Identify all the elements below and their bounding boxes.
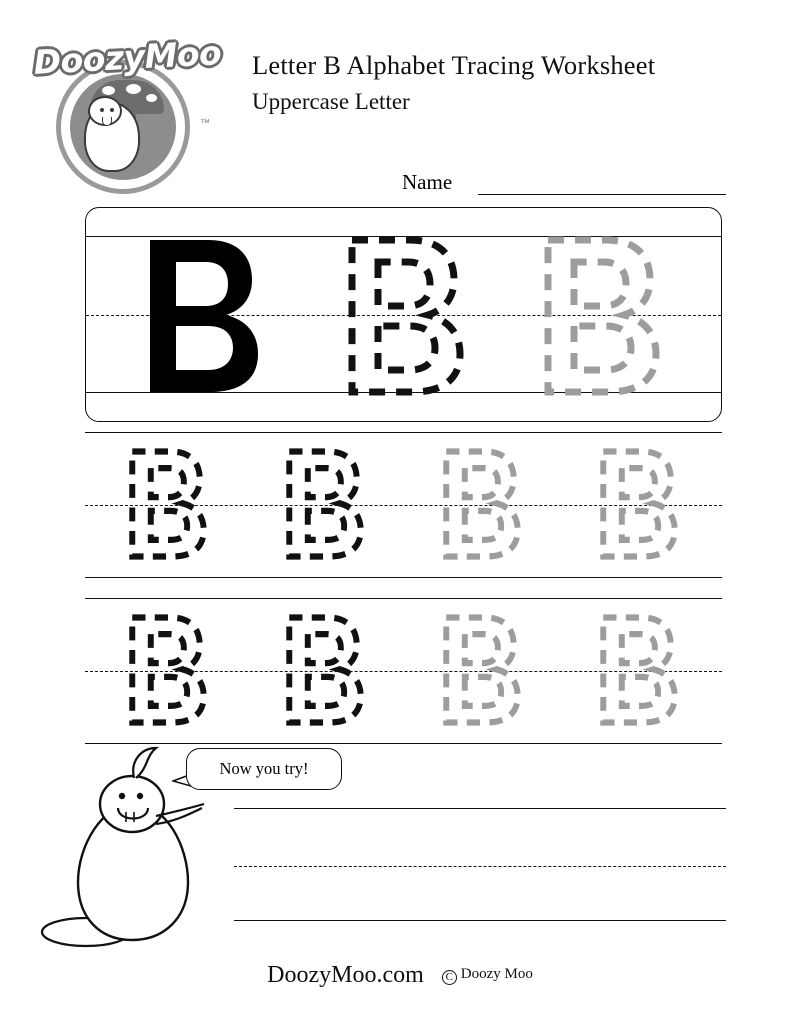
writing-line-top[interactable] [234,808,726,809]
row-top-rule [85,598,722,599]
name-row [0,170,800,204]
free-writing-area[interactable] [234,786,726,924]
doozymoo-logo[interactable] [28,32,223,192]
practice-letter-dashed-dark [123,446,209,562]
moo-head-icon [88,96,122,126]
copyright-notice [442,966,533,985]
practice-row [85,598,722,744]
page-footer [0,962,800,989]
practice-letter-dashed-dark [123,612,209,728]
practice-letter-dashed-gray [594,446,680,562]
practice-row [85,432,722,578]
logo-wordmark: DoozyMoo [32,33,223,82]
tracing-letter-dashed-gray [534,232,664,400]
practice-letter-dashed-dark [280,446,366,562]
moo-eye-icon [100,108,104,112]
writing-line-bottom[interactable] [234,920,726,921]
name-input-line[interactable] [478,194,726,195]
copyright-text: Doozy Moo [460,966,533,982]
name-label: Name [402,170,453,194]
worksheet-header [0,28,800,188]
page-title-primary: Letter B Alphabet Tracing Worksheet [252,50,656,80]
speech-bubble-text: Now you try! [219,759,309,778]
practice-letter-dashed-gray [437,446,523,562]
row-bottom-rule [85,577,722,578]
page-title-secondary: Uppercase Letter [252,89,410,114]
mushroom-spot-icon [146,94,157,102]
practice-letter-dashed-gray [594,612,680,728]
practice-letter-dashed-gray [437,612,523,728]
row-top-rule [85,432,722,433]
large-tracing-box [85,207,722,422]
tracing-letter-solid [136,232,266,400]
tracing-letter-dashed-dark [338,232,468,400]
moo-mouth-icon [102,117,112,126]
trademark-symbol: ™ [200,118,210,129]
speech-bubble [186,748,342,790]
practice-letter-dashed-dark [280,612,366,728]
copyright-icon: C [442,970,457,985]
page-title [252,50,772,115]
site-url[interactable]: DoozyMoo.com [267,962,424,988]
writing-line-middle-dashed[interactable] [234,866,726,867]
moo-eye-icon [110,108,114,112]
